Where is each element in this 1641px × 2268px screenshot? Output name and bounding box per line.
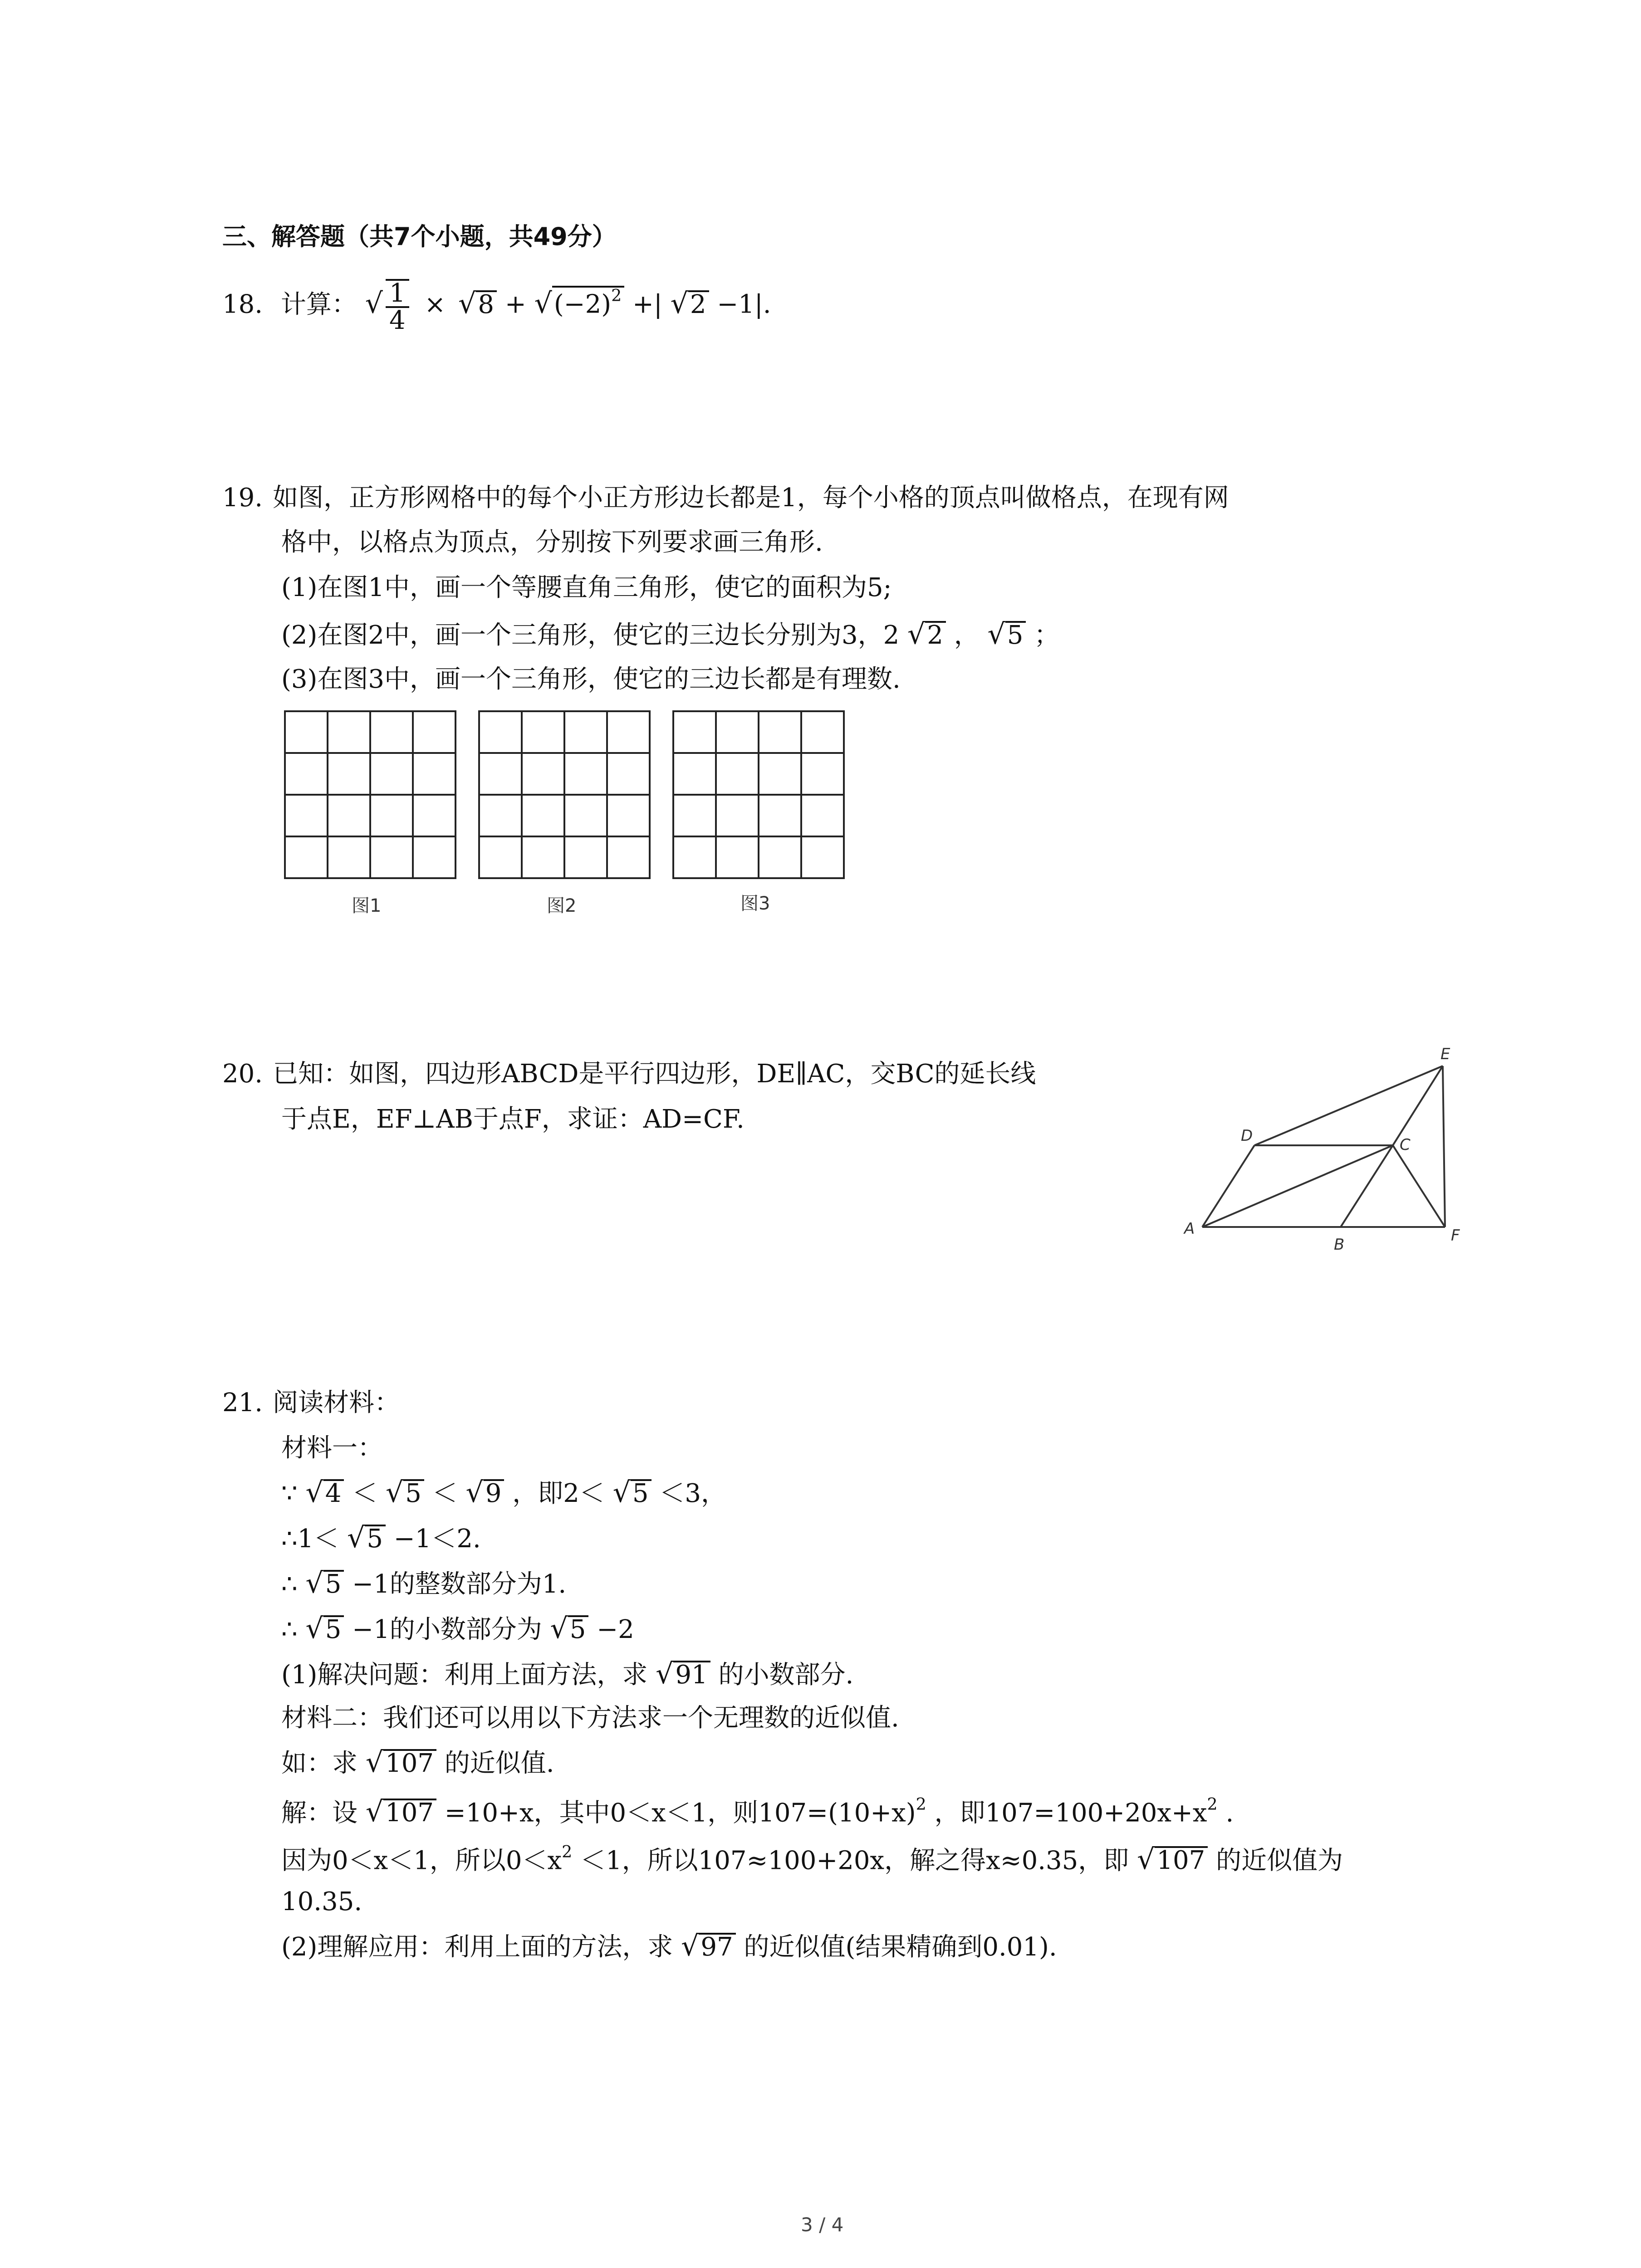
sqrt-8: √8 [458,290,497,318]
segment-CE [1393,1066,1443,1145]
label-E: E [1440,1045,1450,1063]
q19-line2: 格中，以格点为顶点，分别按下列要求画三角形. [281,528,823,557]
q21-material2: 材料二：我们还可以用以下方法求一个无理数的近似值. [281,1703,899,1733]
question-18: 18. 计算： √ $\frac{1}{4}$ × $√8 + √(-2)^2$ +| √2 −1|. [222,279,771,335]
section-title: 三、解答题（共7个小题，共49分） [222,222,617,251]
q21-line1: ∵ √4 ＜ √5 ＜ √9 ，即2＜ √5 ＜3， [281,1476,726,1509]
label-F: F [1451,1227,1460,1245]
sqrt-minus2-squared: $√(-2)^2$ [534,286,625,318]
label-D: D [1241,1127,1253,1145]
fig-label-3: 图3 [740,893,770,914]
grid-3 [673,711,844,878]
q21-part2: (2)理解应用：利用上面的方法，求 √97 的近似值(结果精确到0.01). [281,1930,1057,1962]
grid-2 [479,711,650,878]
segment-AC [1202,1145,1393,1227]
q20-line1: 20. 已知：如图，四边形ABCD是平行四边形，DE∥AC，交BC的延长线 [222,1059,1036,1089]
parallelogram-figure [1171,1043,1515,1256]
q20-line2: 于点E，EF⊥AB于点F，求证：AD=CF. [281,1105,745,1134]
question-text: 计算： [280,289,357,319]
q21-solution: 解：设 √107 =10+x，其中0＜x＜1，则$107=(10+x)^2$ ，即$107=100+20x+x^2$ . [281,1794,1234,1828]
q21-head: 21. 阅读材料： [222,1388,400,1418]
fig-label-2: 图2 [547,895,577,916]
segment-CF [1393,1145,1445,1227]
q21-example: 如：求 √107 的近似值. [281,1746,554,1779]
q21-line2: ∴1＜ √5 −1＜2. [281,1521,481,1554]
sqrt-2: √2 [671,290,709,318]
q21-result: 10.35. [281,1887,362,1916]
segment-DE [1254,1066,1443,1145]
sqrt-2: √2 [907,621,946,649]
question-number: 18. [222,289,263,319]
q21-part1: (1)解决问题：利用上面方法，求 √91 的小数部分. [281,1657,854,1690]
sqrt-5: √5 [988,621,1026,649]
q19-part2: (2)在图2中，画一个三角形，使它的三边长分别为3，2 √2 ， √5 ； [281,618,1060,650]
q21-material1: 材料一： [281,1433,383,1463]
page-number: 3 / 4 [801,2214,844,2236]
grid-figures [272,708,862,898]
label-A: A [1184,1220,1195,1238]
segment-BC [1341,1145,1393,1227]
q19-line1: 19. 如图，正方形网格中的每个小正方形边长都是1，每个小格的顶点叫做格点，在现有网 [222,483,1229,513]
segment-EF [1443,1066,1445,1227]
sqrt-one-quarter: √ $\frac{1}{4}$ [365,279,412,333]
q19-part3: (3)在图3中，画一个三角形，使它的三边长都是有理数. [281,665,901,694]
grid-1 [285,711,456,878]
label-C: C [1400,1136,1411,1154]
label-B: B [1334,1236,1345,1254]
fig-label-1: 图1 [352,895,382,916]
q19-part1: (1)在图1中，画一个等腰直角三角形，使它的面积为5; [281,573,892,602]
segment-AD [1202,1145,1254,1227]
q21-because: 因为0＜x＜1，所以$0<x^2 <1$，所以107≈100+20x，解之得x≈0.35，即 √107 的近似值为 [281,1842,1343,1876]
q21-line3: ∴ √5 −1的整数部分为1. [281,1567,567,1599]
q21-line4: ∴ √5 −1的小数部分为 √5 −2 [281,1612,634,1645]
